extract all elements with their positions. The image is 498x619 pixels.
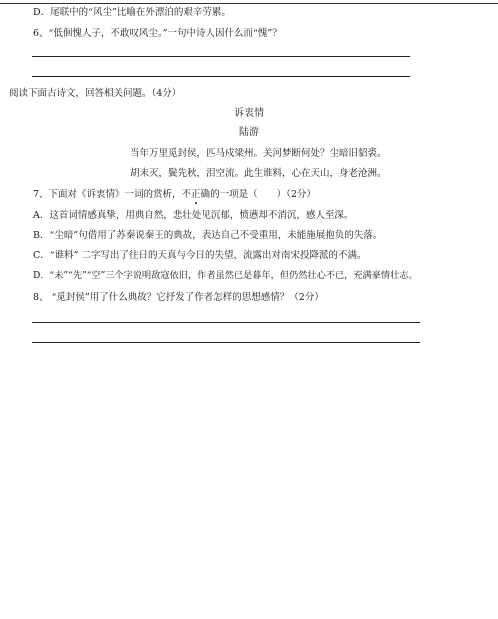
- question-7-pre: 7、下面对《诉衷情》一词的赏析，: [33, 189, 182, 200]
- emphasis-not-correct: 不正确: [181, 189, 211, 200]
- option-d: D．“未”“先”“空”三个字说明敌寇依旧，作者虽然已是暮年，但仍然壮心不已，充满豪情壮志。: [33, 270, 418, 281]
- answer-line-6a[interactable]: [32, 56, 410, 57]
- answer-line-8b[interactable]: [32, 342, 420, 343]
- option-d-prev: D．尾联中的“风尘”比喻在外漂泊的艰辛劳累。: [33, 7, 231, 18]
- question-8: 8、 “觅封侯”用了什么典故？它抒发了作者怎样的思想感情？（2分）: [33, 292, 324, 303]
- answer-line-6b[interactable]: [32, 76, 410, 77]
- option-b: B．“尘暗”句借用了苏秦说秦王的典故，表达自己不受重用，未能施展抱负的失落。: [33, 230, 383, 241]
- question-7-post: 的一项是（ ）（2分）: [210, 189, 316, 200]
- reading-intro: 阅读下面古诗文，回答相关问题。（4分）: [9, 88, 182, 99]
- question-7: [33, 189, 316, 201]
- top-rule: [0, 3, 498, 4]
- poem-line-1: 当年万里觅封侯，匹马戍梁州。关河梦断何处？尘暗旧貂裘。: [130, 148, 387, 159]
- question-6: 6、“低佪愧人子，不敢叹风尘。”一句中诗人因什么而“愧”？: [33, 28, 282, 39]
- poem-title: 诉衷情: [234, 108, 264, 119]
- option-a: A．这首词情感真挚，用典自然，悲壮处见沉郁，愤懑却不消沉，感人至深。: [33, 210, 354, 221]
- option-c: C．“谁料” 二字写出了往日的天真与今日的失望，流露出对南宋投降派的不满。: [33, 250, 367, 261]
- poem-line-2: 胡未灭，鬓先秋，泪空流。此生谁料，心在天山，身老沧洲。: [130, 168, 387, 179]
- answer-line-8a[interactable]: [32, 322, 420, 323]
- poem-author: 陆游: [239, 127, 259, 138]
